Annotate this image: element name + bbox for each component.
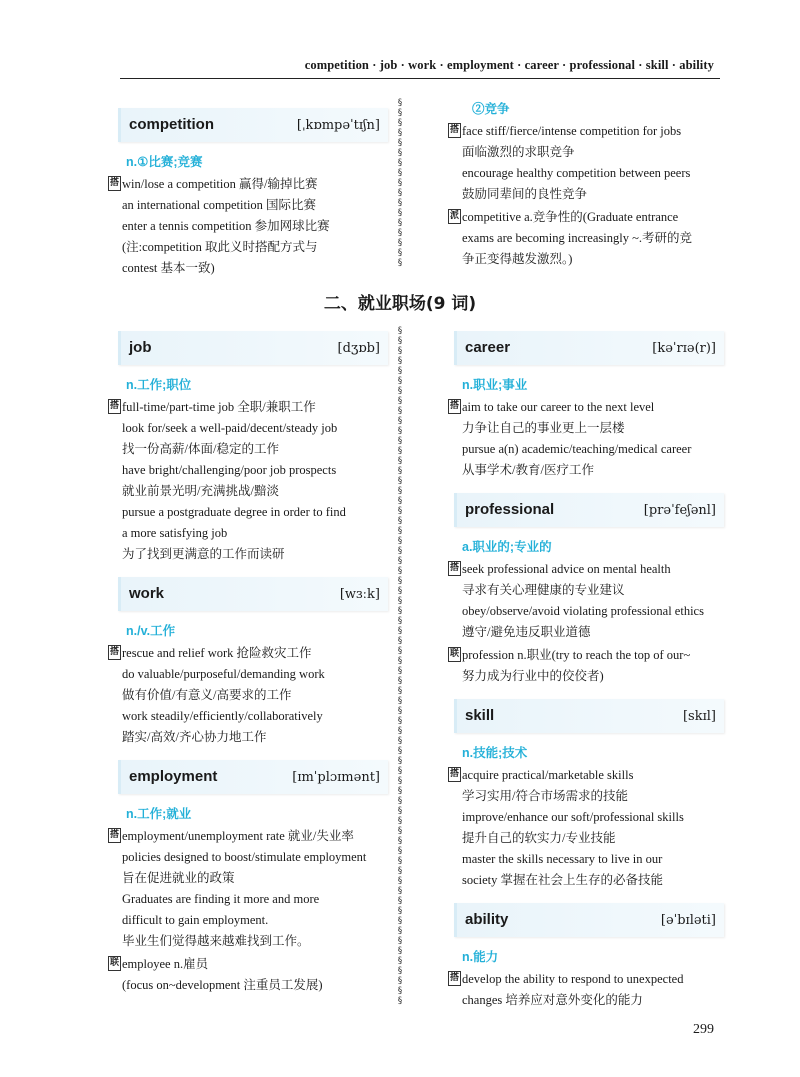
derivative-tag: 派 (448, 209, 461, 224)
example-line: changes 培养应对意外变化的能力 (462, 993, 643, 1007)
collocation-block (108, 174, 388, 279)
headword-box (118, 577, 388, 611)
headword-box (454, 903, 724, 937)
collocation-block (108, 643, 388, 748)
example-line: 寻求有关心理健康的专业建议 (462, 583, 625, 597)
example-line: 力争让自己的事业更上一层楼 (462, 421, 625, 435)
collocation-block (108, 826, 388, 952)
headword-box (118, 760, 388, 794)
example-line: develop the ability to respond to unexpected (462, 972, 684, 986)
headword: skill (465, 707, 495, 724)
collocation-tag: 搭 (448, 767, 461, 782)
example-line: 鼓励同辈间的良性竞争 (462, 187, 588, 201)
collocation-tag: 搭 (448, 971, 461, 986)
example-line: 面临激烈的求职竞争 (462, 145, 575, 159)
related-block (448, 645, 724, 687)
example-line: obey/observe/avoid violating professional ethics (462, 604, 704, 618)
entry-ability (449, 903, 724, 1011)
entry-career (449, 331, 724, 481)
collocation-block (448, 765, 724, 891)
collocation-tag: 搭 (448, 561, 461, 576)
example-line: improve/enhance our soft/professional skills (462, 810, 684, 824)
collocation-tag: 搭 (108, 176, 121, 191)
part-of-speech: n.技能;技术 (462, 746, 528, 760)
example-line: 争正变得越发激烈。) (462, 252, 573, 266)
entry-competition (109, 108, 388, 281)
phonetic: [əˈbɪləti] (660, 913, 716, 928)
section-title: 二、就业职场(9 词) (323, 294, 477, 314)
headword: competition (129, 116, 214, 133)
headword-box (454, 331, 724, 365)
part-of-speech: n./v.工作 (126, 624, 176, 638)
part-of-speech: n.①比赛;竞赛 (126, 155, 203, 169)
example-line: 遵守/避免违反职业道德 (462, 625, 591, 639)
example-line: look for/seek a well-paid/decent/steady job (122, 421, 338, 435)
page-number: 299 (693, 1022, 714, 1037)
example-line: 就业前景光明/充满挑战/黯淡 (122, 484, 279, 498)
part-of-speech: a.职业的;专业的 (462, 540, 552, 554)
part-of-speech: ②竞争 (472, 102, 510, 116)
phonetic: [prəˈfeʃənl] (643, 503, 716, 518)
example-line: 提升自己的软实力/专业技能 (462, 831, 616, 845)
entry-competition-continued (449, 99, 728, 272)
collocation-block (448, 121, 728, 205)
collocation-tag: 搭 (108, 399, 121, 414)
headword-box (118, 108, 388, 142)
right-column (449, 331, 724, 1013)
example-line: have bright/challenging/poor job prospects (122, 463, 337, 477)
related-block (108, 954, 388, 996)
example-line: seek professional advice on mental health (462, 562, 671, 576)
example-line: a more satisfying job (122, 526, 228, 540)
headword: professional (465, 501, 555, 518)
entry-work (109, 577, 388, 748)
collocation-tag: 搭 (448, 399, 461, 414)
phonetic: [ɪmˈplɔɪmənt] (292, 770, 380, 785)
example-line: 旨在促进就业的政策 (122, 871, 235, 885)
example-line: contest 基本一致) (122, 261, 215, 275)
example-line: encourage healthy competition between peers (462, 166, 691, 180)
left-column (109, 331, 388, 998)
collocation-block (448, 397, 724, 481)
example-line: pursue a(n) academic/teaching/medical career (462, 442, 692, 456)
example-line: competitive a.竞争性的(Graduate entrance (462, 210, 679, 224)
derivative-block (448, 207, 728, 270)
example-line: 毕业生们觉得越来越难找到工作。 (122, 934, 310, 948)
collocation-block (448, 559, 724, 643)
example-line: 学习实用/符合市场需求的技能 (462, 789, 628, 803)
example-line: do valuable/purposeful/demanding work (122, 667, 325, 681)
collocation-tag: 搭 (108, 828, 121, 843)
part-of-speech: n.工作;职位 (126, 378, 192, 392)
headword: career (465, 339, 511, 356)
part-of-speech: n.工作;就业 (126, 807, 192, 821)
example-line: win/lose a competition 赢得/输掉比赛 (122, 177, 318, 191)
entry-professional (449, 493, 724, 687)
headword-box (454, 493, 724, 527)
headword-box (118, 331, 388, 365)
example-line: pursue a postgraduate degree in order to find (122, 505, 346, 519)
example-line: difficult to gain employment. (122, 913, 269, 927)
phonetic: [ˌkɒmpəˈtɪʃn] (296, 118, 380, 133)
example-line: an international competition 国际比赛 (122, 198, 317, 212)
column-divider-top: § § § § § § § § § § § § § § § § § (397, 98, 403, 268)
example-line: aim to take our career to the next level (462, 400, 655, 414)
collocation-tag: 搭 (448, 123, 461, 138)
phonetic: [wɜːk] (339, 587, 380, 602)
example-line: 努力成为行业中的佼佼者) (462, 669, 604, 683)
example-line: acquire practical/marketable skills (462, 768, 634, 782)
example-line: exams are becoming increasingly ~.考研的竞 (462, 231, 692, 245)
part-of-speech: n.能力 (462, 950, 499, 964)
example-line: 从事学术/教育/医疗工作 (462, 463, 594, 477)
collocation-tag: 搭 (108, 645, 121, 660)
phonetic: [dʒɒb] (337, 341, 380, 356)
collocation-block (448, 969, 724, 1011)
headword: employment (129, 768, 218, 785)
phonetic: [skɪl] (682, 709, 716, 724)
entry-job (109, 331, 388, 565)
related-tag: 联 (448, 647, 461, 662)
example-line: society 掌握在社会上生存的必备技能 (462, 873, 664, 887)
headword: job (129, 339, 152, 356)
example-line: master the skills necessary to live in our (462, 852, 663, 866)
entry-employment (109, 760, 388, 996)
example-line: 为了找到更满意的工作而读研 (122, 547, 285, 561)
example-line: employee n.雇员 (122, 957, 209, 971)
example-line: (注:competition 取此义时搭配方式与 (122, 240, 318, 254)
example-line: enter a tennis competition 参加网球比赛 (122, 219, 330, 233)
example-line: work steadily/efficiently/collaboratively (122, 709, 323, 723)
example-line: 找一份高薪/体面/稳定的工作 (122, 442, 279, 456)
example-line: Graduates are finding it more and more (122, 892, 320, 906)
example-line: employment/unemployment rate 就业/失业率 (122, 829, 354, 843)
example-line: 踏实/高效/齐心协力地工作 (122, 730, 267, 744)
example-line: rescue and relief work 抢险救灾工作 (122, 646, 312, 660)
collocation-block (108, 397, 388, 565)
related-tag: 联 (108, 956, 121, 971)
example-line: full-time/part-time job 全职/兼职工作 (122, 400, 316, 414)
running-header: competition · job · work · employment · career · professional · skill · ability (304, 58, 714, 72)
example-line: policies designed to boost/stimulate employment (122, 850, 367, 864)
example-line: face stiff/fierce/intense competition for jobs (462, 124, 682, 138)
example-line: 做有价值/有意义/高要求的工作 (122, 688, 292, 702)
part-of-speech: n.职业;事业 (462, 378, 528, 392)
entry-skill (449, 699, 724, 891)
phonetic: [kəˈrɪə(r)] (652, 341, 716, 356)
headword: ability (465, 911, 509, 928)
example-line: profession n.职业(try to reach the top of our~ (462, 648, 691, 662)
column-divider-main: § § § § § § § § § § § § § § § § § § § § § § § § § § § § § § § § § § § § § § § § § § § § § § § § § § § § § § § § § § § § § § § § § § § § (397, 326, 403, 1006)
headword-box (454, 699, 724, 733)
headword: work (129, 585, 165, 602)
example-line: (focus on~development 注重员工发展) (122, 978, 323, 992)
header-rule (120, 78, 720, 79)
